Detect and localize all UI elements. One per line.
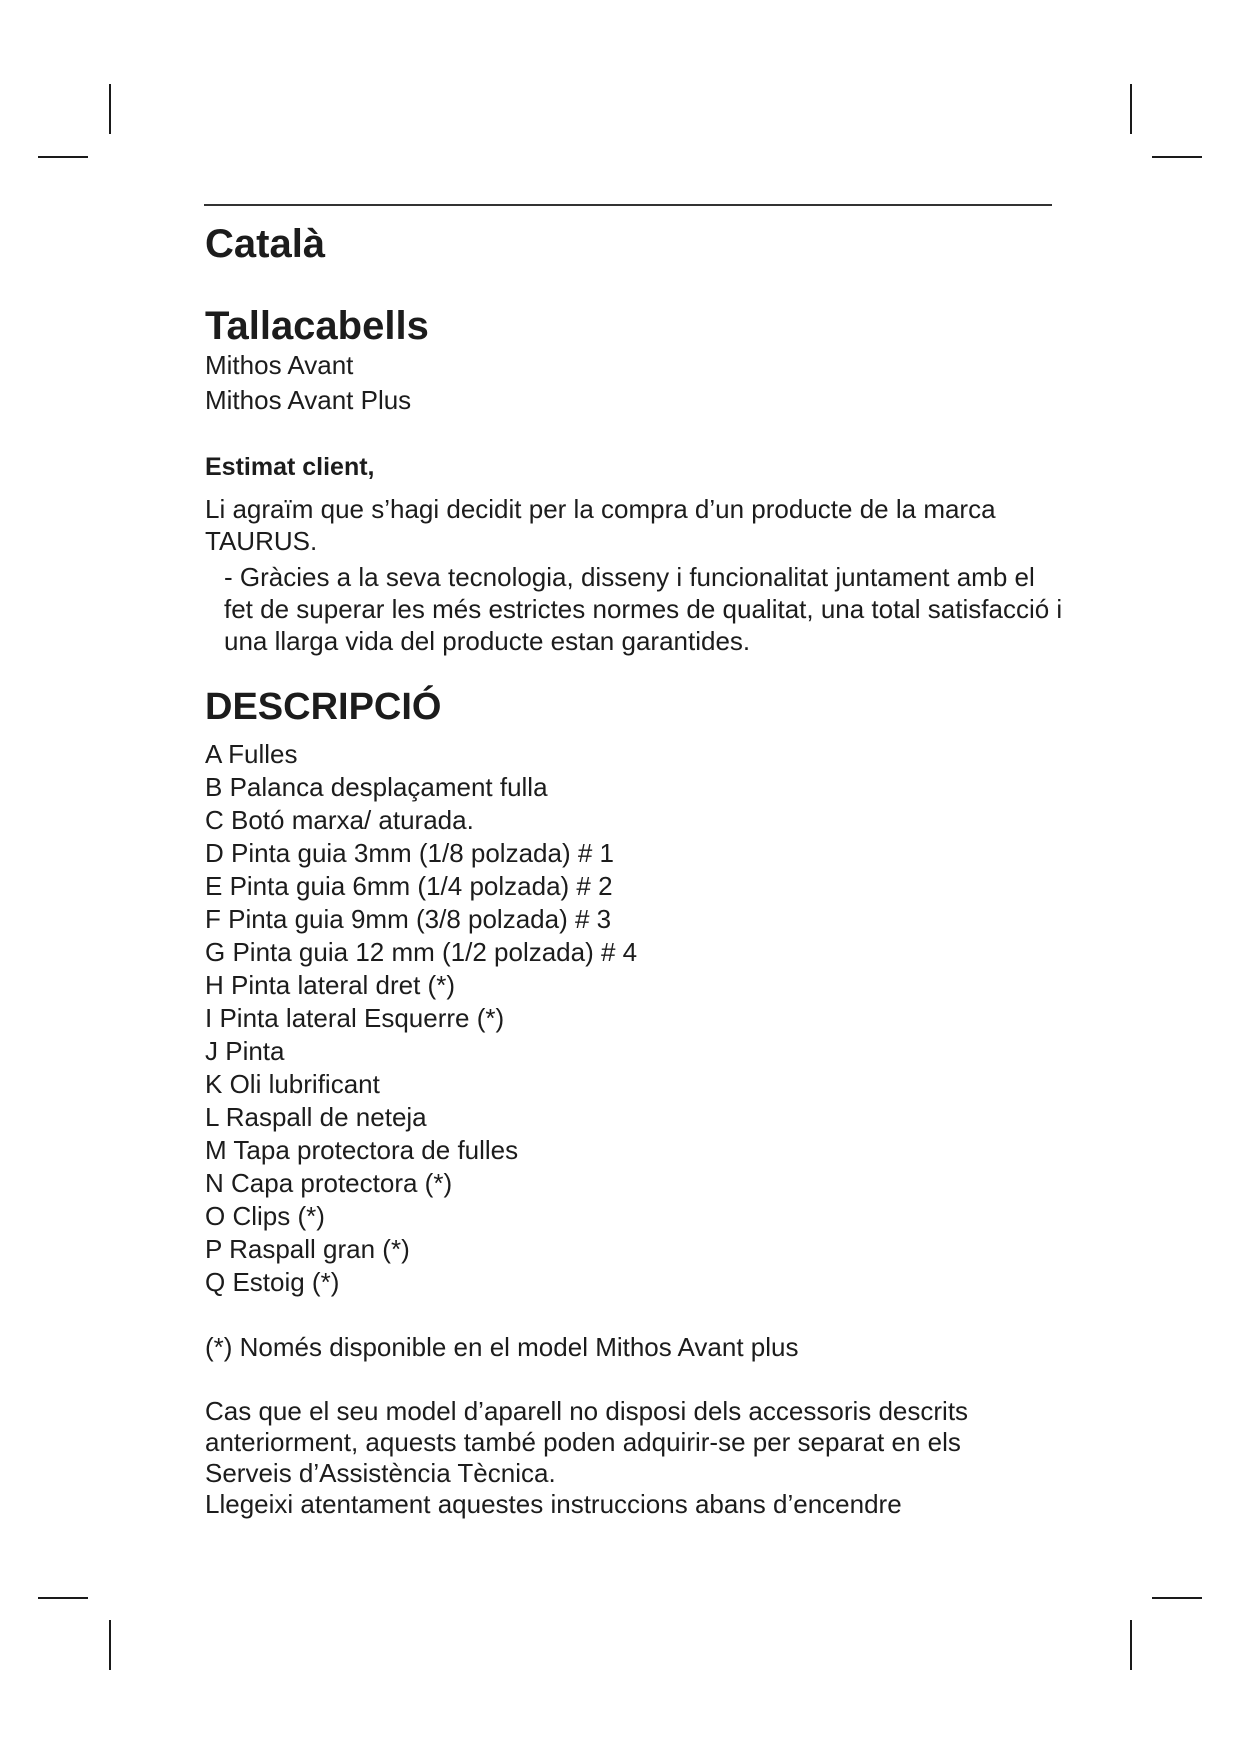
model-name: Mithos Avant bbox=[205, 350, 354, 380]
list-item: P Raspall gran (*) bbox=[205, 1234, 410, 1264]
closing-paragraph bbox=[205, 1396, 1065, 1520]
list-item: Q Estoig (*) bbox=[205, 1267, 340, 1297]
list-item: K Oli lubrificant bbox=[205, 1069, 380, 1099]
closing-line: anteriorment, aquests també poden adquirir-se per separat en els bbox=[205, 1427, 961, 1457]
crop-mark bbox=[109, 84, 111, 134]
description-list bbox=[205, 738, 637, 1299]
list-item: N Capa protectora (*) bbox=[205, 1168, 453, 1198]
list-item: J Pinta bbox=[205, 1036, 285, 1066]
closing-line: Serveis d’Assistència Tècnica. bbox=[205, 1458, 556, 1488]
list-item: O Clips (*) bbox=[205, 1201, 325, 1231]
list-item: B Palanca desplaçament fulla bbox=[205, 772, 548, 802]
list-item: L Raspall de neteja bbox=[205, 1102, 427, 1132]
crop-mark bbox=[1130, 1620, 1132, 1670]
list-item: F Pinta guia 9mm (3/8 polzada) # 3 bbox=[205, 904, 612, 934]
closing-line: Cas que el seu model d’aparell no disposi dels accessoris descrits bbox=[205, 1396, 969, 1426]
crop-mark bbox=[1130, 84, 1132, 134]
closing-line: Llegeixi atentament aquestes instruccions abans d’encendre bbox=[205, 1489, 902, 1519]
list-item: M Tapa protectora de fulles bbox=[205, 1135, 519, 1165]
availability-note: (*) Només disponible en el model Mithos Avant plus bbox=[205, 1332, 799, 1362]
intro-paragraph: Li agraïm que s’hagi decidit per la compra d’un producte de la marca TAURUS. bbox=[205, 494, 996, 556]
crop-mark bbox=[109, 1620, 111, 1670]
list-item: I Pinta lateral Esquerre (*) bbox=[205, 1003, 505, 1033]
crop-mark bbox=[38, 156, 88, 158]
crop-mark bbox=[1152, 156, 1202, 158]
header-rule bbox=[204, 204, 1052, 206]
product-title: Tallacabells bbox=[205, 304, 429, 348]
bullet-paragraph: - Gràcies a la seva tecnologia, disseny i funcionalitat juntament amb el fet de superar les més estrictes normes de qualitat, una total satisfacció i una llarga vida del producte estan garantides. bbox=[224, 562, 1063, 656]
description-heading: DESCRIPCIÓ bbox=[205, 686, 442, 728]
list-item: G Pinta guia 12 mm (1/2 polzada) # 4 bbox=[205, 937, 638, 967]
list-item: C Botó marxa/ aturada. bbox=[205, 805, 474, 835]
list-item: E Pinta guia 6mm (1/4 polzada) # 2 bbox=[205, 871, 613, 901]
crop-mark bbox=[38, 1597, 88, 1599]
model-name: Mithos Avant Plus bbox=[205, 385, 412, 415]
language-heading: Català bbox=[205, 222, 326, 266]
list-item: A Fulles bbox=[205, 739, 298, 769]
greeting: Estimat client, bbox=[205, 453, 375, 481]
crop-mark bbox=[1152, 1597, 1202, 1599]
list-item: D Pinta guia 3mm (1/8 polzada) # 1 bbox=[205, 838, 614, 868]
list-item: H Pinta lateral dret (*) bbox=[205, 970, 455, 1000]
